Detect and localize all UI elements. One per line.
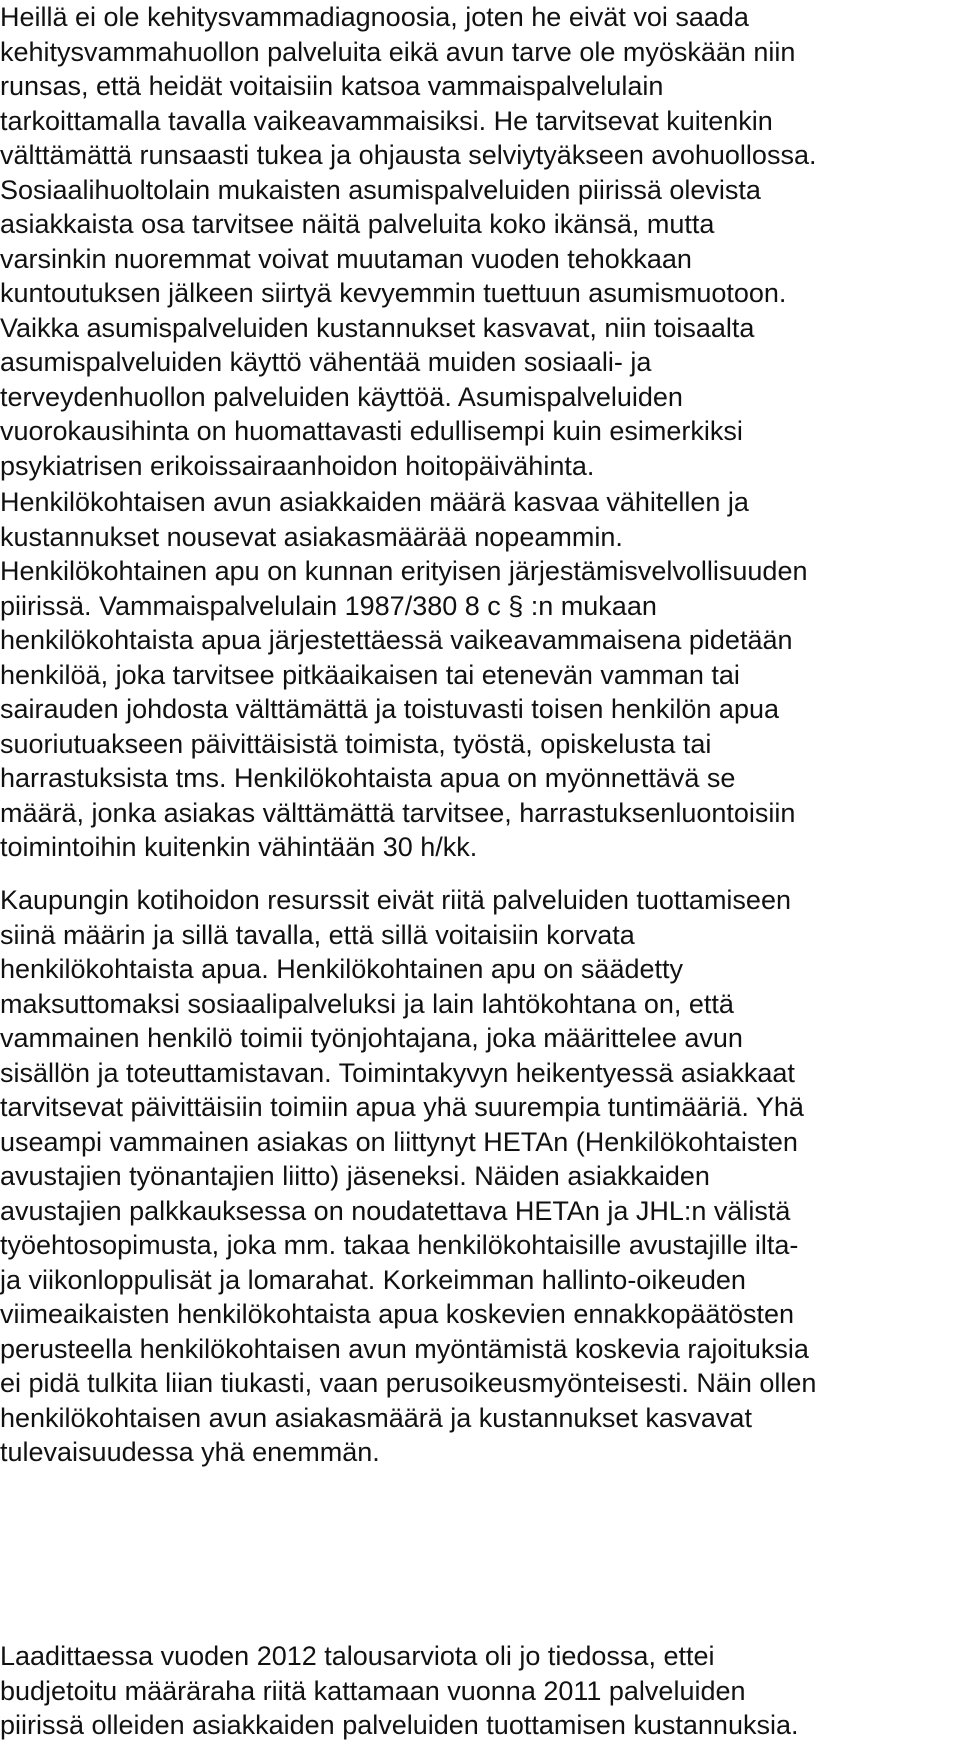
text-line: toimintoihin kuitenkin vähintään 30 h/kk. xyxy=(0,832,478,862)
text-line: tarkoittamalla tavalla vaikeavammaisiksi. He tarvitsevat kuitenkin xyxy=(0,105,773,136)
text-line: Henkilökohtaisen avun asiakkaiden määrä kasvaa vähitellen ja xyxy=(0,487,749,517)
text-line: henkilökohtaista apua järjestettäessä vaikeavammaisena pidetään xyxy=(0,625,793,655)
paragraph-budget-2012 xyxy=(0,1639,798,1743)
text-line: maksuttomaksi sosiaalipalveluksi ja lain lahtökohtana on, että xyxy=(0,988,734,1019)
text-line: siinä määrin ja sillä tavalla, että sillä voitaisiin korvata xyxy=(0,919,635,950)
paragraph-housing-services xyxy=(0,0,816,483)
text-line: asumispalveluiden käyttö vähentää muiden sosiaali- ja xyxy=(0,347,652,377)
text-line: määrä, jonka asiakas välttämättä tarvitsee, harrastuksenluontoisiin xyxy=(0,797,796,828)
text-line: sairauden johdosta välttämättä ja toistuvasti toisen henkilön apua xyxy=(0,694,779,724)
text-line: henkilöä, joka tarvitsee pitkäaikaisen tai etenevän vamman tai xyxy=(0,659,740,690)
text-line: tarvitsevat päivittäisiin toimiin apua yhä suurempia tuntimääriä. Yhä xyxy=(0,1092,804,1122)
text-line: sisällön ja toteuttamistavan. Toimintakyvyn heikentyessä asiakkaat xyxy=(0,1057,795,1088)
text-line: piirissä. Vammaispalvelulain 1987/380 8 c § :n mukaan xyxy=(0,590,657,621)
text-line: kuntoutuksen jälkeen siirtyä kevyemmin tuettuun asumismuotoon. xyxy=(0,278,787,308)
text-line: välttämättä runsaasti tukea ja ohjausta selviytyäkseen avohuollossa. xyxy=(0,140,817,170)
text-line: Heillä ei ole kehitysvammadiagnoosia, joten he eivät voi saada xyxy=(0,2,749,32)
text-line: henkilökohtaisen avun asiakasmäärä ja kustannukset kasvavat xyxy=(0,1402,752,1433)
text-line: harrastuksista tms. Henkilökohtaista apua on myönnettävä se xyxy=(0,763,736,793)
text-line: Kaupungin kotihoidon resurssit eivät riitä palveluiden tuottamiseen xyxy=(0,885,791,915)
text-line: vammainen henkilö toimii työnjohtajana, joka määrittelee avun xyxy=(0,1023,743,1053)
text-line: suoriutuakseen päivittäisistä toimista, työstä, opiskelusta tai xyxy=(0,728,712,759)
text-line: terveydenhuollon palveluiden käyttöä. Asumispalveluiden xyxy=(0,381,683,412)
text-line: vuorokausihinta on huomattavasti edullisempi kuin esimerkiksi xyxy=(0,416,743,446)
text-line: varsinkin nuoremmat voivat muutaman vuoden tehokkaan xyxy=(0,243,692,274)
text-line: työehtosopimusta, joka mm. takaa henkilökohtaisille avustajille ilta- xyxy=(0,1230,799,1260)
text-line: kehitysvammahuollon palveluita eikä avun tarve ole myöskään niin xyxy=(0,36,796,67)
text-line: Sosiaalihuoltolain mukaisten asumispalveluiden piirissä olevista xyxy=(0,174,761,205)
text-line: Vaikka asumispalveluiden kustannukset kasvavat, niin toisaalta xyxy=(0,312,755,343)
text-line: psykiatrisen erikoissairaanhoidon hoitopäivähinta. xyxy=(0,450,595,481)
text-line: kustannukset nousevat asiakasmäärää nopeammin. xyxy=(0,521,623,552)
text-line: ja viikonloppulisät ja lomarahat. Korkeimman hallinto-oikeuden xyxy=(0,1264,746,1295)
text-line: budjetoitu määräraha riitä kattamaan vuonna 2011 palveluiden xyxy=(0,1675,746,1706)
text-line: avustajien palkkauksessa on noudatettava HETAn ja JHL:n välistä xyxy=(0,1195,791,1226)
text-line: Laadittaessa vuoden 2012 talousarviota oli jo tiedossa, ettei xyxy=(0,1641,715,1671)
paragraph-personal-assistance xyxy=(0,485,807,865)
text-line: perusteella henkilökohtaisen avun myöntämistä koskevia rajoituksia xyxy=(0,1333,809,1364)
text-line: viimeaikaisten henkilökohtaista apua koskevien ennakkopäätösten xyxy=(0,1299,795,1329)
text-line: piirissä olleiden asiakkaiden palveluiden tuottamisen kustannuksia. xyxy=(0,1710,799,1740)
text-line: ei pidä tulkita liian tiukasti, vaan perusoikeusmyönteisesti. Näin ollen xyxy=(0,1368,817,1398)
text-line: avustajien työnantajien liitto) jäseneksi. Näiden asiakkaiden xyxy=(0,1161,710,1191)
text-line: Henkilökohtainen apu on kunnan erityisen järjestämisvelvollisuuden xyxy=(0,556,808,586)
text-line: runsas, että heidät voitaisiin katsoa vammaispalvelulain xyxy=(0,71,664,101)
text-line: tulevaisuudessa yhä enemmän. xyxy=(0,1437,380,1467)
text-line: asiakkaista osa tarvitsee näitä palveluita koko ikänsä, mutta xyxy=(0,209,715,239)
paragraph-home-care-resources xyxy=(0,883,816,1470)
text-line: henkilökohtaista apua. Henkilökohtainen apu on säädetty xyxy=(0,954,683,984)
text-line: useampi vammainen asiakas on liittynyt HETAn (Henkilökohtaisten xyxy=(0,1126,798,1157)
